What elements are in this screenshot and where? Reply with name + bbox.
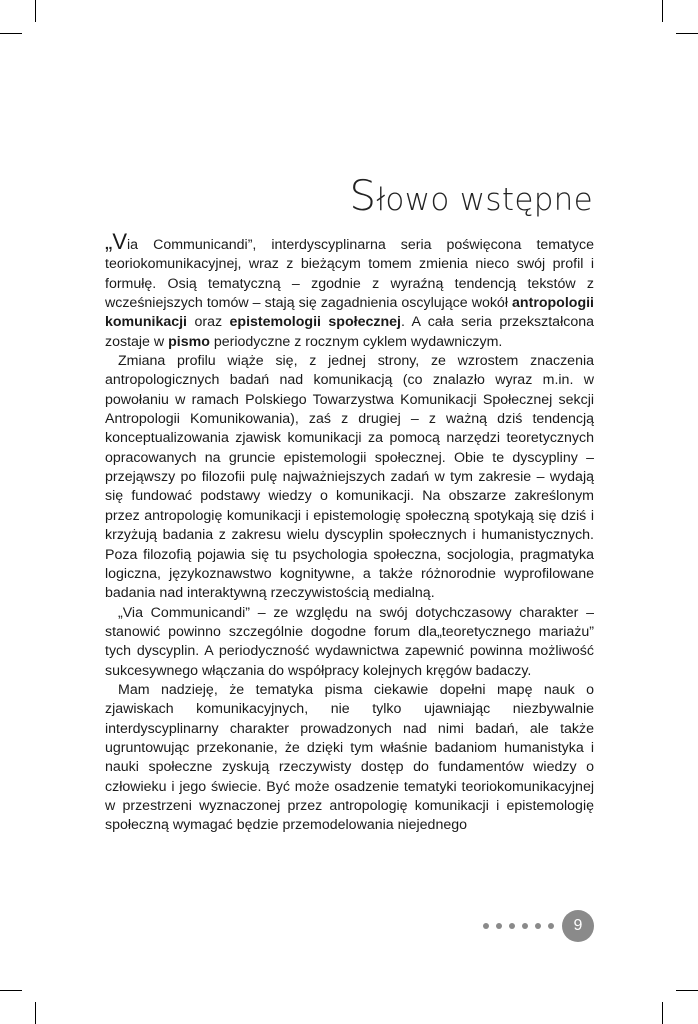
paragraph-text: periodyczne z rocznym cyklem wydawniczym. [209, 333, 503, 350]
page-footer [483, 910, 594, 942]
page-number: 9 [562, 910, 594, 942]
paragraph-3: „Via Communicandi” – ze względu na swój dotychczasowy charakter – stanowić powinno szczególnie dogodne forum dla„teoretycznego mariażu” tych dyscyplin. A periodyczność wydawnictwa zapewnić powinna możliwość sukcesywnego włączania do współpracy kolejnych kręgów badaczy. [105, 604, 594, 679]
dot-icon [483, 923, 489, 929]
paragraph-1 [105, 229, 594, 352]
crop-mark [0, 990, 22, 991]
crop-mark [676, 33, 698, 34]
paragraph-text: oraz [187, 314, 230, 331]
opening-quote: „ [105, 229, 113, 254]
paragraph-2: Zmiana profilu wiąże się, z jednej strony, ze wzrostem znaczenia antropologicznych badań nad komunikacją (co znalazło wyraz m.in. w powołaniu w ramach Polskiego Towarzystwa Komunikacji Społecznej sekcji Antropologii Komunikowania), zaś z drugiej – z ważną dziś tendencją konceptualizowania zjawisk komunikacji za pomocą narzędzi teoretycznych opracowanych na gruncie epistemologii społecznej. Obie te dyscypliny – przejąwszy po filozofii pulę najważniejszych zadań w tym zakresie – wydają się fundować podstawy wiedzy o komunikacji. Na obszarze zakreślonym przez antropologię komunikacji i epistemologię społeczną spotykają się dziś i krzyżują badania z zakresu wielu dyscyplin społecznych i humanistycznych. Poza filozofią pojawia się tu psychologia społeczna, socjologia, pragmatyka logiczna, językoznawstwo kognitywne, a także różnorodnie wyprofilowane badania nad interaktywną rzeczywistością medialną. [105, 353, 594, 602]
crop-mark [35, 0, 36, 22]
dot-icon [535, 923, 541, 929]
decorative-dots [483, 923, 554, 929]
body-text [105, 229, 594, 836]
chapter-title [349, 171, 593, 220]
chapter-title-initial: S [349, 170, 377, 220]
emphasis-text: antropologii komunikacji [105, 295, 594, 331]
dot-icon [509, 923, 515, 929]
paragraph-text: . A cała seria przekształcona zostaje w [105, 314, 594, 350]
emphasis-text: epistemologii społecznej [229, 314, 401, 331]
emphasis-text: pismo [168, 333, 210, 350]
crop-mark [676, 990, 698, 991]
drop-cap: V [112, 229, 128, 254]
crop-mark [35, 1002, 36, 1024]
crop-mark [0, 33, 22, 34]
dot-icon [548, 923, 554, 929]
paragraph-4: Mam nadzieję, że tematyka pisma ciekawie dopełni mapę nauk o zjawiskach komunikacyjnych, nie tylko ujawniając niezbywalnie interdyscyplinarny charakter prowadzonych nad nimi badań, ale także ugruntowując przekonanie, że dzięki tym właśnie badaniom humanistyka i nauki społeczne zyskują rzeczywisty dostęp do fundamentów wiedzy o człowieku i jego świecie. Być może osadzenie tematyki teoriokomunikacyjnej w przestrzeni wyznaczonej przez antropologię komunikacji i epistemologię społeczną wymagać będzie przemodelowania niejednego [105, 681, 594, 834]
chapter-title-rest: łowo wstępne [376, 181, 593, 218]
crop-mark [662, 1002, 663, 1024]
dot-icon [522, 923, 528, 929]
crop-mark [662, 0, 663, 22]
paragraph-text: ia Communicandi”, interdyscyplinarna seria poświęcona tematyce teoriokomunikacyjnej, wraz z bieżącym tomem zmienia nieco swój profil i formułę. Osią tematyczną – zgodnie z wyraźną tendencją tekstów z wcześniejszych tomów – stają się zagadnienia oscylujące wokół [105, 237, 594, 312]
dot-icon [496, 923, 502, 929]
